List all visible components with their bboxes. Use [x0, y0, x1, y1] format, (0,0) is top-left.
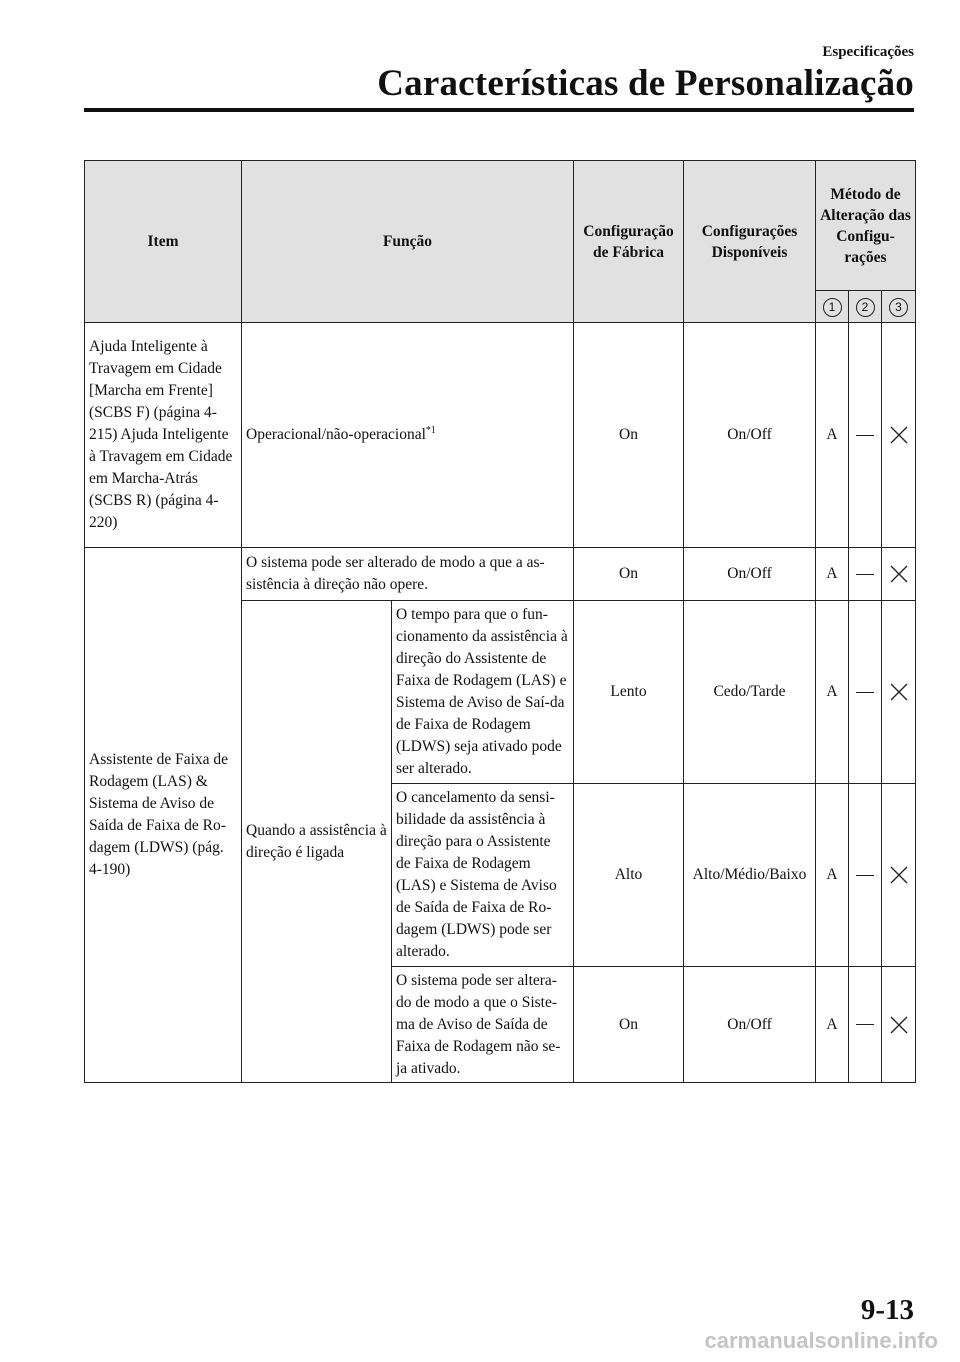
method-3-cell [882, 601, 916, 784]
header-funcao: Função [242, 161, 574, 323]
funcao-cell [242, 323, 574, 548]
factory-setting-cell: Lento [574, 601, 684, 784]
available-settings-cell: On/Off [684, 967, 816, 1083]
section-label: Especificações [822, 44, 914, 60]
method-1-cell: A [816, 601, 849, 784]
item-cell: Ajuda Inteligente à Travagem em Cidade [Marcha em Frente] (SCBS F) (página 4-215) Ajuda Inteligente à Travagem em Cidade em Marcha-Atrás (SCBS R) (página 4-220) [85, 323, 242, 548]
dash-icon [856, 1024, 874, 1025]
watermark: carmanualsonline.info [704, 1328, 938, 1353]
circled-number-icon: 2 [856, 298, 875, 317]
customization-table [84, 160, 916, 1083]
method-1-cell: A [816, 967, 849, 1083]
available-settings-cell: Alto/Médio/Baixo [684, 784, 816, 967]
dash-icon [856, 574, 874, 575]
method-3-cell [882, 548, 916, 601]
factory-setting-cell: On [574, 323, 684, 548]
circled-number-icon: 3 [889, 298, 908, 317]
title-rule [84, 108, 914, 112]
cross-icon [889, 564, 909, 584]
method-2-cell [849, 323, 882, 548]
method-2-cell [849, 548, 882, 601]
funcao-cell: O tempo para que o fun-cionamento da assistência à direção do Assistente de Faixa de Rodagem (LAS) e Sistema de Aviso de Saí-da de Faixa de Rodagem (LDWS) seja ativado pode ser alterado. [392, 601, 574, 784]
cross-icon [889, 682, 909, 702]
header-item: Item [85, 161, 242, 323]
factory-setting-cell: On [574, 967, 684, 1083]
funcao-cell: O cancelamento da sensi-bilidade da assistência à direção para o Assistente de Faixa de Rodagem (LAS) e Sistema de Aviso de Saída de Faixa de Ro-dagem (LDWS) pode ser alterado. [392, 784, 574, 967]
available-settings-cell: Cedo/Tarde [684, 601, 816, 784]
available-settings-cell: On/Off [684, 323, 816, 548]
cross-icon [889, 425, 909, 445]
funcao-cell: O sistema pode ser altera-do de modo a que o Siste-ma de Aviso de Saída de Faixa de Rodagem não se-ja ativado. [392, 967, 574, 1083]
funcao-cell: O sistema pode ser alterado de modo a que a as-sistência à direção não opere. [242, 548, 574, 601]
method-1-cell: A [816, 323, 849, 548]
method-2-cell [849, 967, 882, 1083]
method-3-cell [882, 967, 916, 1083]
method-1-cell: A [816, 784, 849, 967]
circled-number-icon: 1 [823, 298, 842, 317]
table-row [85, 548, 916, 601]
factory-setting-cell: On [574, 548, 684, 601]
header-method-1 [816, 291, 849, 323]
header-config-fabrica: Configuração de Fábrica [574, 161, 684, 323]
method-1-cell: A [816, 548, 849, 601]
header-method-2 [849, 291, 882, 323]
group-label-cell: Quando a assistência à direção é ligada [242, 601, 392, 1083]
dash-icon [856, 875, 874, 876]
cross-icon [889, 865, 909, 885]
method-2-cell [849, 601, 882, 784]
footnote-marker: *1 [425, 424, 436, 436]
funcao-text: Operacional/não-operacional [246, 426, 426, 443]
method-3-cell [882, 784, 916, 967]
header-config-disponiveis: Configurações Disponíveis [684, 161, 816, 323]
available-settings-cell: On/Off [684, 548, 816, 601]
method-2-cell [849, 784, 882, 967]
header-row [85, 161, 916, 291]
header-method-3 [882, 291, 916, 323]
item-cell: Assistente de Faixa de Rodagem (LAS) & Sistema de Aviso de Saída de Faixa de Ro-dagem (LDWS) (pág. 4-190) [85, 548, 242, 1083]
dash-icon [856, 692, 874, 693]
page-number: 9-13 [860, 1294, 914, 1326]
page-title: Características de Personalização [377, 63, 914, 104]
header-metodo: Método de Alteração das Configu-rações [816, 161, 916, 291]
dash-icon [856, 435, 874, 436]
table-row [85, 323, 916, 548]
cross-icon [889, 1015, 909, 1035]
method-3-cell [882, 323, 916, 548]
factory-setting-cell: Alto [574, 784, 684, 967]
